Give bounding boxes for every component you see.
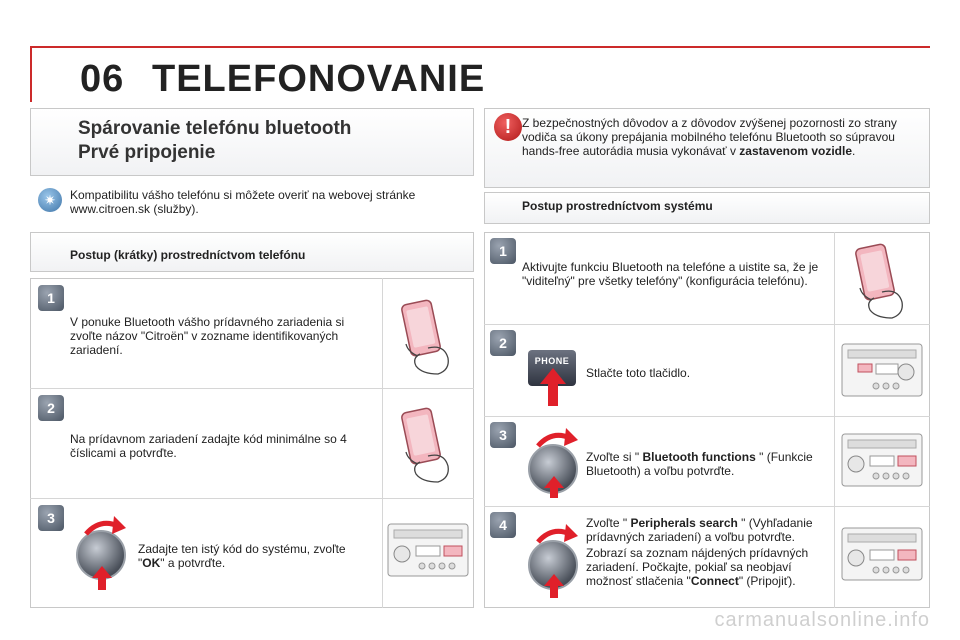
phone-in-hand-illustration-3 [852,240,914,320]
ok-label: OK [142,556,161,570]
rotate-arrow-icon-2 [532,420,582,500]
right-step-4-text: Zvoľte " Peripherals search " (Vyhľadanie prídavných zariadení) a voľbu potvrďte. [586,516,813,544]
chapter-number: 06 [80,58,125,100]
left-step-2-text: Na prídavnom zariadení zadajte kód minimálne so 4 číslicami a potvrďte. [70,432,347,460]
right-step-2-badge: 2 [490,330,516,356]
radio-panel-illustration-right-2 [840,428,924,492]
left-row-divider-2 [30,498,474,499]
warning-text: Z bezpečnostných dôvodov a z dôvodov zvýšenej pozornosti zo strany vodiča sa úkony prepájania mobilného telefónu Bluetooth so súpravou hands-free autorádia musia vykonávať v zastavenom vozidle. [522,116,897,158]
right-row-divider-3 [484,506,930,507]
press-arrow-icon [538,368,568,408]
bluetooth-functions-label: Bluetooth functions [642,450,756,464]
tip-text: Kompatibilitu vášho telefónu si môžete overiť na webovej stránke www.citroen.sk (služby). [70,188,416,216]
radio-panel-illustration-right-3 [840,522,924,586]
rotate-arrow-icon [80,512,130,592]
left-step-2-badge: 2 [38,395,64,421]
header-rule [30,46,930,48]
radio-panel-illustration-left [386,518,470,582]
left-step-1-text: V ponuke Bluetooth vášho prídavného zariadenia si zvoľte názov "Citroën" v zozname identifikovaných zariadení. [70,315,345,357]
peripherals-search-label: Peripherals search [630,516,738,530]
right-step-2-text: Stlačte toto tlačidlo. [586,366,691,380]
left-column-divider [382,278,383,608]
tip-icon: ✷ [38,188,62,212]
rotate-arrow-icon-3 [532,516,582,600]
right-row-divider-1 [484,324,930,325]
left-step-3-badge: 3 [38,505,64,531]
left-step-1-badge: 1 [38,285,64,311]
right-procedure-heading: Postup prostredníctvom systému [522,199,713,213]
left-row-divider-1 [30,388,474,389]
phone-in-hand-illustration-1 [398,296,460,376]
warning-emphasis: zastavenom vozidle [739,144,853,158]
radio-panel-illustration-right-1 [840,338,924,402]
section-title-line1: Spárovanie telefónu bluetooth [78,118,352,139]
section-title-line2: Prvé pripojenie [78,142,216,163]
right-step-1-badge: 1 [490,238,516,264]
watermark: carmanualsonline.info [714,609,930,631]
right-row-divider-2 [484,416,930,417]
right-step-4-badge: 4 [490,512,516,538]
connect-label: Connect [690,574,739,588]
right-step-3-badge: 3 [490,422,516,448]
right-step-1-text: Aktivujte funkciu Bluetooth na telefóne a uistite sa, že je "viditeľný" pre všetky telefóny" (konfigurácia telefónu). [522,260,819,288]
header-rule-vertical [30,46,32,102]
warning-icon: ! [494,113,522,141]
right-step-4-text2: Zobrazí sa zoznam nájdených prídavných zariadení. Počkajte, pokiaľ sa neobjaví možnosť stlačenia "Connect" (Pripojiť). [586,546,809,588]
left-procedure-heading: Postup (krátky) prostredníctvom telefónu [70,248,306,262]
left-step-3-text: Zadajte ten istý kód do systému, zvoľte "OK" a potvrďte. [138,542,346,570]
chapter-title: TELEFONOVANIE [152,58,486,100]
phone-in-hand-illustration-2 [398,404,460,484]
right-column-divider [834,232,835,608]
right-step-3-text: Zvoľte si " Bluetooth functions " (Funkcie Bluetooth) a voľbu potvrďte. [586,450,813,478]
phone-button: PHONE [528,350,576,386]
